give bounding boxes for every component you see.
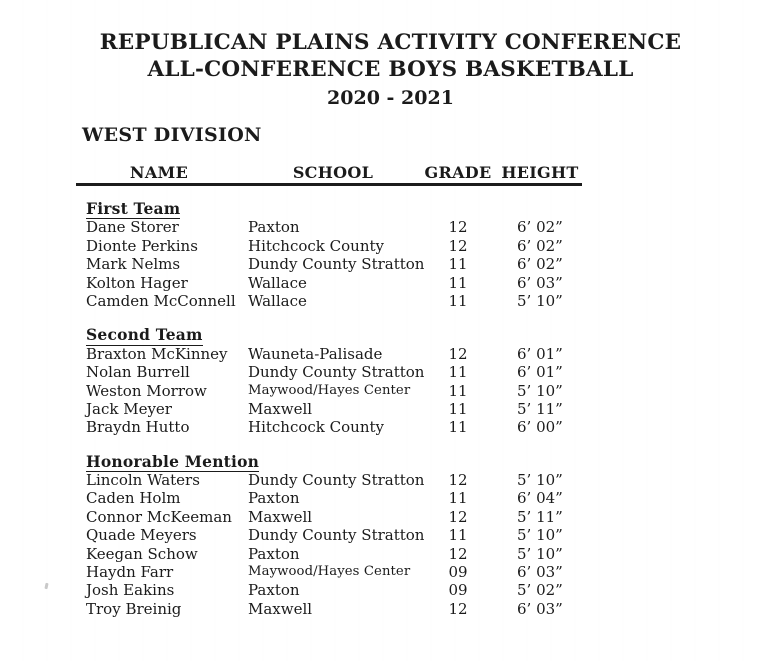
grade-value: 12 (448, 599, 468, 618)
height-value: 5’ 11” (517, 507, 563, 526)
team-section (86, 326, 582, 436)
height-value: 6’ 02” (517, 236, 563, 255)
table-body (86, 200, 582, 618)
player-row (86, 292, 582, 310)
column-header-school: SCHOOL (292, 163, 374, 182)
height-value: 6’ 04” (517, 489, 563, 508)
school-name: Paxton (248, 489, 300, 508)
player-row (86, 400, 582, 418)
grade-value: 11 (448, 526, 468, 545)
player-name: Camden McConnell (86, 291, 236, 310)
player-row (86, 363, 582, 381)
section-heading: First Team (86, 199, 181, 218)
player-name: Connor McKeeman (86, 507, 232, 526)
player-row (86, 489, 582, 507)
height-value: 6’ 01” (517, 344, 563, 363)
player-row (86, 563, 582, 581)
school-name: Maxwell (248, 599, 313, 618)
player-name: Quade Meyers (86, 526, 197, 545)
section-rows (86, 345, 582, 437)
grade-value: 12 (448, 344, 468, 363)
column-header-grade: GRADE (424, 163, 492, 182)
player-row (86, 418, 582, 436)
player-name: Josh Eakins (86, 581, 175, 600)
school-name: Dundy County Stratton (248, 255, 425, 274)
grade-value: 12 (448, 507, 468, 526)
player-name: Troy Breinig (86, 599, 182, 618)
player-name: Kolton Hager (86, 273, 188, 292)
grade-value: 12 (448, 218, 468, 237)
player-name: Mark Nelms (86, 255, 181, 274)
height-value: 6’ 01” (517, 363, 563, 382)
school-name: Hitchcock County (248, 236, 384, 255)
grade-value: 11 (448, 399, 468, 418)
header-divider-rule (76, 183, 582, 186)
title-line-3: 2020 - 2021 (327, 87, 454, 109)
player-name: Jack Meyer (86, 399, 172, 418)
school-name: Wallace (248, 273, 307, 292)
school-name: Wallace (248, 291, 307, 310)
school-name: Paxton (248, 218, 300, 237)
school-name: Maywood/Hayes Center (248, 382, 411, 398)
height-value: 6’ 03” (517, 563, 563, 582)
grade-value: 11 (448, 363, 468, 382)
school-name: Wauneta-Palisade (248, 344, 383, 363)
player-name: Caden Holm (86, 489, 181, 508)
team-section (86, 453, 582, 619)
grade-value: 11 (448, 273, 468, 292)
player-name: Dionte Perkins (86, 236, 198, 255)
height-value: 5’ 10” (517, 526, 563, 545)
school-name: Paxton (248, 581, 300, 600)
player-row (86, 600, 582, 618)
player-name: Braydn Hutto (86, 418, 190, 437)
player-row (86, 545, 582, 563)
grade-value: 12 (448, 544, 468, 563)
column-header-name: NAME (129, 163, 189, 182)
player-name: Dane Storer (86, 218, 179, 237)
height-value: 6’ 02” (517, 218, 563, 237)
school-name: Paxton (248, 544, 300, 563)
section-rows (86, 471, 582, 618)
height-value: 5’ 10” (517, 544, 563, 563)
grade-value: 11 (448, 381, 468, 400)
player-row (86, 345, 582, 363)
player-row (86, 581, 582, 599)
player-row (86, 274, 582, 292)
height-value: 5’ 02” (517, 581, 563, 600)
height-value: 6’ 02” (517, 255, 563, 274)
grade-value: 09 (448, 581, 468, 600)
title-line-1: REPUBLICAN PLAINS ACTIVITY CONFERENCE (99, 30, 682, 55)
school-name: Dundy County Stratton (248, 363, 425, 382)
school-name: Dundy County Stratton (248, 526, 425, 545)
table-header-row (86, 163, 582, 182)
player-name: Keegan Schow (86, 544, 198, 563)
scan-artifact-speck (44, 583, 48, 589)
player-row (86, 237, 582, 255)
player-row (86, 255, 582, 273)
section-rows (86, 218, 582, 310)
grade-value: 12 (448, 236, 468, 255)
player-row (86, 508, 582, 526)
grade-value: 11 (448, 418, 468, 437)
grade-value: 09 (448, 563, 468, 582)
section-heading: Second Team (86, 325, 203, 345)
player-row (86, 526, 582, 544)
section-heading: Honorable Mention (86, 451, 260, 471)
player-row (86, 382, 582, 400)
height-value: 5’ 11” (517, 399, 563, 418)
school-name: Maxwell (248, 399, 313, 418)
height-value: 6’ 03” (517, 273, 563, 292)
team-section (86, 200, 582, 310)
player-name: Nolan Burrell (86, 363, 190, 382)
column-header-height: HEIGHT (501, 163, 579, 182)
grade-value: 12 (448, 471, 468, 490)
school-name: Maywood/Hayes Center (248, 564, 411, 580)
school-name: Dundy County Stratton (248, 471, 425, 490)
roster-table (86, 163, 582, 618)
school-name: Maxwell (248, 507, 313, 526)
player-name: Braxton McKinney (86, 344, 228, 363)
height-value: 5’ 10” (517, 381, 563, 400)
height-value: 5’ 10” (517, 471, 563, 490)
height-value: 5’ 10” (517, 291, 563, 310)
grade-value: 11 (448, 291, 468, 310)
grade-value: 11 (448, 255, 468, 274)
player-name: Lincoln Waters (86, 471, 200, 490)
division-heading: WEST DIVISION (82, 124, 262, 146)
document-title (22, 29, 759, 111)
player-name: Haydn Farr (86, 563, 174, 582)
title-line-2: ALL-CONFERENCE BOYS BASKETBALL (147, 57, 634, 82)
grade-value: 11 (448, 489, 468, 508)
height-value: 6’ 03” (517, 599, 563, 618)
height-value: 6’ 00” (517, 418, 563, 437)
player-row (86, 218, 582, 236)
player-row (86, 471, 582, 489)
player-name: Weston Morrow (86, 381, 207, 400)
school-name: Hitchcock County (248, 418, 384, 437)
